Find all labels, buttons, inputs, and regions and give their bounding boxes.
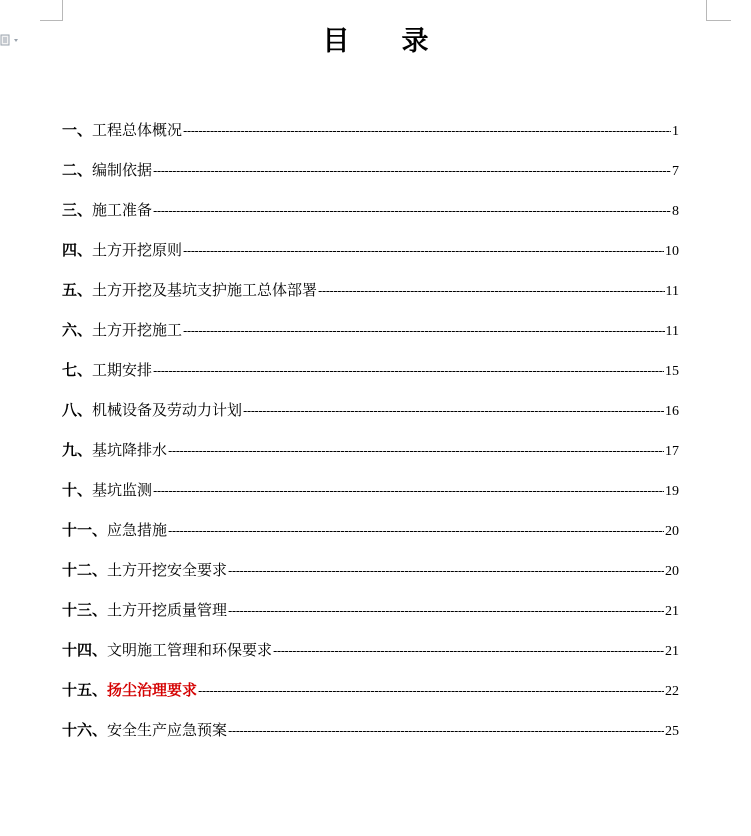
- toc-entry-page: 20: [665, 524, 679, 539]
- toc-entry-page: 16: [665, 404, 679, 419]
- toc-entry-number: 十六、: [62, 721, 108, 739]
- toc-entry[interactable]: [62, 278, 679, 318]
- toc-entry-number: 五、: [62, 281, 93, 299]
- toc-entry-number: 十四、: [62, 641, 108, 659]
- toc-dot-leader: [153, 359, 664, 383]
- toc-entry-label: 土方开挖原则: [92, 241, 183, 259]
- toc-entry-label: 基坑监测: [92, 481, 153, 499]
- toc-entry[interactable]: [62, 118, 679, 158]
- toc-entry-page: 19: [665, 484, 679, 499]
- toc-entry-number: 一、: [62, 121, 93, 139]
- toc-entry[interactable]: [62, 478, 679, 518]
- toc-entry[interactable]: [62, 598, 679, 638]
- toc-dot-leader: [198, 679, 664, 703]
- toc-dot-leader: [183, 119, 671, 143]
- toc-entry-page: 20: [665, 564, 679, 579]
- toc-entry[interactable]: [62, 318, 679, 358]
- toc-entry-label: 土方开挖安全要求: [107, 561, 228, 579]
- toc-entry-number: 七、: [62, 361, 93, 379]
- toc-entry-label: 土方开挖及基坑支护施工总体部署: [92, 281, 318, 299]
- toc-entry-number: 三、: [62, 201, 93, 219]
- toc-title-char-2: 录: [401, 26, 429, 57]
- toc-dot-leader: [243, 399, 664, 423]
- toc-entry-page: 10: [665, 244, 679, 259]
- toc-entry-page: 15: [665, 364, 679, 379]
- toc-dot-leader: [228, 559, 664, 583]
- toc-entry[interactable]: [62, 398, 679, 438]
- toc-entry-number: 十一、: [62, 521, 108, 539]
- toc-entry[interactable]: [62, 518, 679, 558]
- toc-dot-leader: [273, 639, 664, 663]
- toc-entry-number: 二、: [62, 161, 93, 179]
- toc-entry-page: 11: [665, 284, 679, 299]
- toc-entry-page: 22: [665, 684, 679, 699]
- toc-entry-label: 安全生产应急预案: [107, 721, 228, 739]
- toc-entry-label: 土方开挖施工: [92, 321, 183, 339]
- toc-dot-leader: [153, 479, 664, 503]
- toc-entry-label: 土方开挖质量管理: [107, 601, 228, 619]
- toc-entry-number: 十三、: [62, 601, 108, 619]
- toc-dot-leader: [168, 439, 664, 463]
- toc-dot-leader: [318, 279, 664, 303]
- toc-entry-page: 8: [672, 204, 679, 219]
- toc-entry-label: 文明施工管理和环保要求: [107, 641, 273, 659]
- toc-entry-label: 应急措施: [107, 521, 168, 539]
- toc-entry-label: 机械设备及劳动力计划: [92, 401, 243, 419]
- toc-entry-number: 九、: [62, 441, 93, 459]
- toc-entry-label: 基坑降排水: [92, 441, 168, 459]
- toc-entry-label: 工期安排: [92, 361, 153, 379]
- toc-entry-page: 21: [665, 604, 679, 619]
- toc-entry[interactable]: [62, 638, 679, 678]
- crop-mark-top-left: [40, 0, 63, 21]
- toc-entry-page: 11: [665, 324, 679, 339]
- toc-entry-number: 十二、: [62, 561, 108, 579]
- toc-entry-label: 施工准备: [92, 201, 153, 219]
- toc-entry-number: 四、: [62, 241, 93, 259]
- toc-entry-number: 十、: [62, 481, 93, 499]
- toc-entry[interactable]: [62, 558, 679, 598]
- toc-entry-page: 17: [665, 444, 679, 459]
- toc-dot-leader: [168, 519, 664, 543]
- toc-entry-label: 扬尘治理要求: [107, 681, 198, 699]
- toc-entry[interactable]: [62, 238, 679, 278]
- toc-dot-leader: [183, 239, 664, 263]
- toc-entry[interactable]: [62, 198, 679, 238]
- toc-dot-leader: [153, 199, 671, 223]
- toc-entry-page: 7: [672, 164, 679, 179]
- toc-entry[interactable]: [62, 678, 679, 718]
- toc-title-char-1: 目: [322, 26, 350, 57]
- toc-dot-leader: [183, 319, 664, 343]
- toc-entry[interactable]: [62, 718, 679, 758]
- toc-entry-label: 工程总体概况: [92, 121, 183, 139]
- toc-entry-page: 1: [672, 124, 679, 139]
- table-of-contents: [62, 118, 679, 758]
- toc-entry-page: 25: [665, 724, 679, 739]
- toc-title: [0, 22, 751, 62]
- crop-mark-top-right: [706, 0, 731, 21]
- toc-dot-leader: [153, 159, 671, 183]
- toc-entry[interactable]: [62, 438, 679, 478]
- toc-dot-leader: [228, 599, 664, 623]
- toc-entry-number: 六、: [62, 321, 93, 339]
- toc-entry[interactable]: [62, 358, 679, 398]
- toc-dot-leader: [228, 719, 664, 743]
- toc-entry[interactable]: [62, 158, 679, 198]
- toc-entry-number: 十五、: [62, 681, 108, 699]
- toc-entry-page: 21: [665, 644, 679, 659]
- toc-entry-number: 八、: [62, 401, 93, 419]
- toc-entry-label: 编制依据: [92, 161, 153, 179]
